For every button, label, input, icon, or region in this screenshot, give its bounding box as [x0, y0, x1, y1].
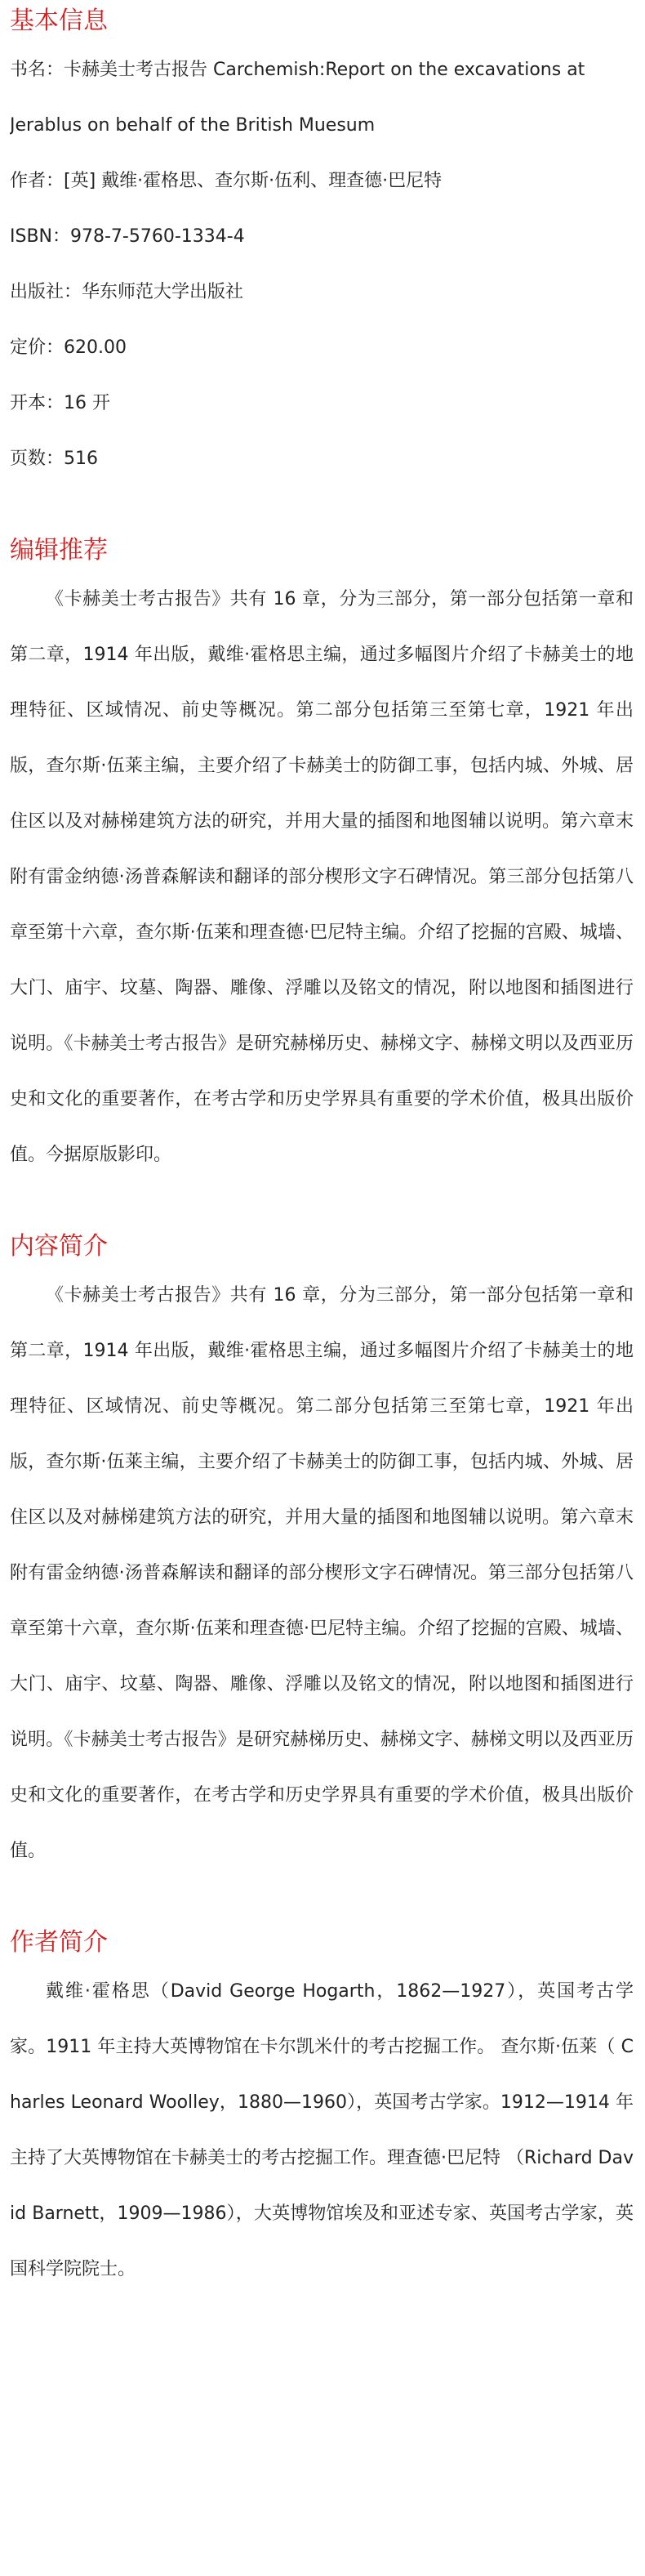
basic-info-heading: 基本信息	[10, 7, 108, 35]
basic-info-list	[10, 42, 634, 487]
book-title-line: 书名：卡赫美士考古报告 Carchemish:Report on the excavations at	[10, 60, 585, 80]
content-summary-text: 《卡赫美士考古报告》共有 16 章，分为三部分，第一部分包括第一章和第二章，1914 年出版，戴维·霍格思主编，通过多幅图片介绍了卡赫美士的地理特征、区域情况、前史等概况。第二部分包括第三至第七章，1921 年出版，查尔斯·伍莱主编，主要介绍了卡赫美士的防御工事，包括内城、外城、居住区以及对赫梯建筑方法的研究，并用大量的插图和地图辅以说明。第六章末附有雷金纳德·汤普森解读和翻译的部分楔形文字石碑情况。第三部分包括第八章至第十六章，查尔斯·伍莱和理查德·巴尼特主编。介绍了挖掘的宫殿、城墙、大门、庙宇、坟墓、陶器、雕像、浮雕以及铭文的情况，附以地图和插图进行说明。《卡赫美士考古报告》是研究赫梯历史、赫梯文字、赫梯文明以及西亚历史和文化的重要著作，在考古学和历史学界具有重要的学术价值，极具出版价值。	[10, 1285, 634, 1861]
author-intro-heading: 作者简介	[10, 1928, 108, 1957]
isbn-line: ISBN：978-7-5760-1334-4	[10, 226, 245, 247]
content-summary-heading: 内容简介	[10, 1232, 108, 1261]
author-intro-section	[10, 1922, 634, 2297]
author-intro-text: 戴维·霍格思（David George Hogarth，1862—1927），英国考古学家。1911 年主持大英博物馆在卡尔凯米什的考古挖掘工作。 查尔斯·伍莱（ Charles Leonard Woolley，1880—1960），英国考古学家。1912—1914 年主持了大英博物馆在卡赫美士的考古挖掘工作。理查德·巴尼特 （Richard David Barnett，1909—1986），大英博物馆埃及和亚述专家、英国考古学家，英国科学院院士。	[10, 1981, 634, 2279]
author-line: 作者：[英] 戴维·霍格思、查尔斯·伍利、理查德·巴尼特	[10, 171, 443, 191]
basic-info-section	[10, 0, 634, 487]
editor-recommendation-heading: 编辑推荐	[10, 536, 108, 565]
price-line: 定价：620.00	[10, 337, 127, 358]
editor-recommendation-text: 《卡赫美士考古报告》共有 16 章，分为三部分，第一部分包括第一章和第二章，1914 年出版，戴维·霍格思主编，通过多幅图片介绍了卡赫美士的地理特征、区域情况、前史等概况。第二部分包括第三至第七章，1921 年出版，查尔斯·伍莱主编，主要介绍了卡赫美士的防御工事，包括内城、外城、居住区以及对赫梯建筑方法的研究，并用大量的插图和地图辅以说明。第六章末附有雷金纳德·汤普森解读和翻译的部分楔形文字石碑情况。第三部分包括第八章至第十六章，查尔斯·伍莱和理查德·巴尼特主编。介绍了挖掘的宫殿、城墙、大门、庙宇、坟墓、陶器、雕像、浮雕以及铭文的情况，附以地图和插图进行说明。《卡赫美士考古报告》是研究赫梯历史、赫梯文字、赫梯文明以及西亚历史和文化的重要著作，在考古学和历史学界具有重要的学术价值，极具出版价值。今据原版影印。	[10, 589, 634, 1165]
editor-recommendation-section	[10, 529, 634, 1183]
publisher-line: 出版社：华东师范大学出版社	[10, 282, 244, 302]
format-line: 开本：16 开	[10, 393, 110, 413]
page-count-line: 页数：516	[10, 449, 98, 469]
content-summary-section	[10, 1225, 634, 1879]
book-title-line-continued: Jerablus on behalf of the British Muesum	[10, 115, 376, 136]
section-spacer	[10, 1183, 634, 1225]
section-spacer	[10, 1879, 634, 1922]
section-spacer	[10, 487, 634, 529]
